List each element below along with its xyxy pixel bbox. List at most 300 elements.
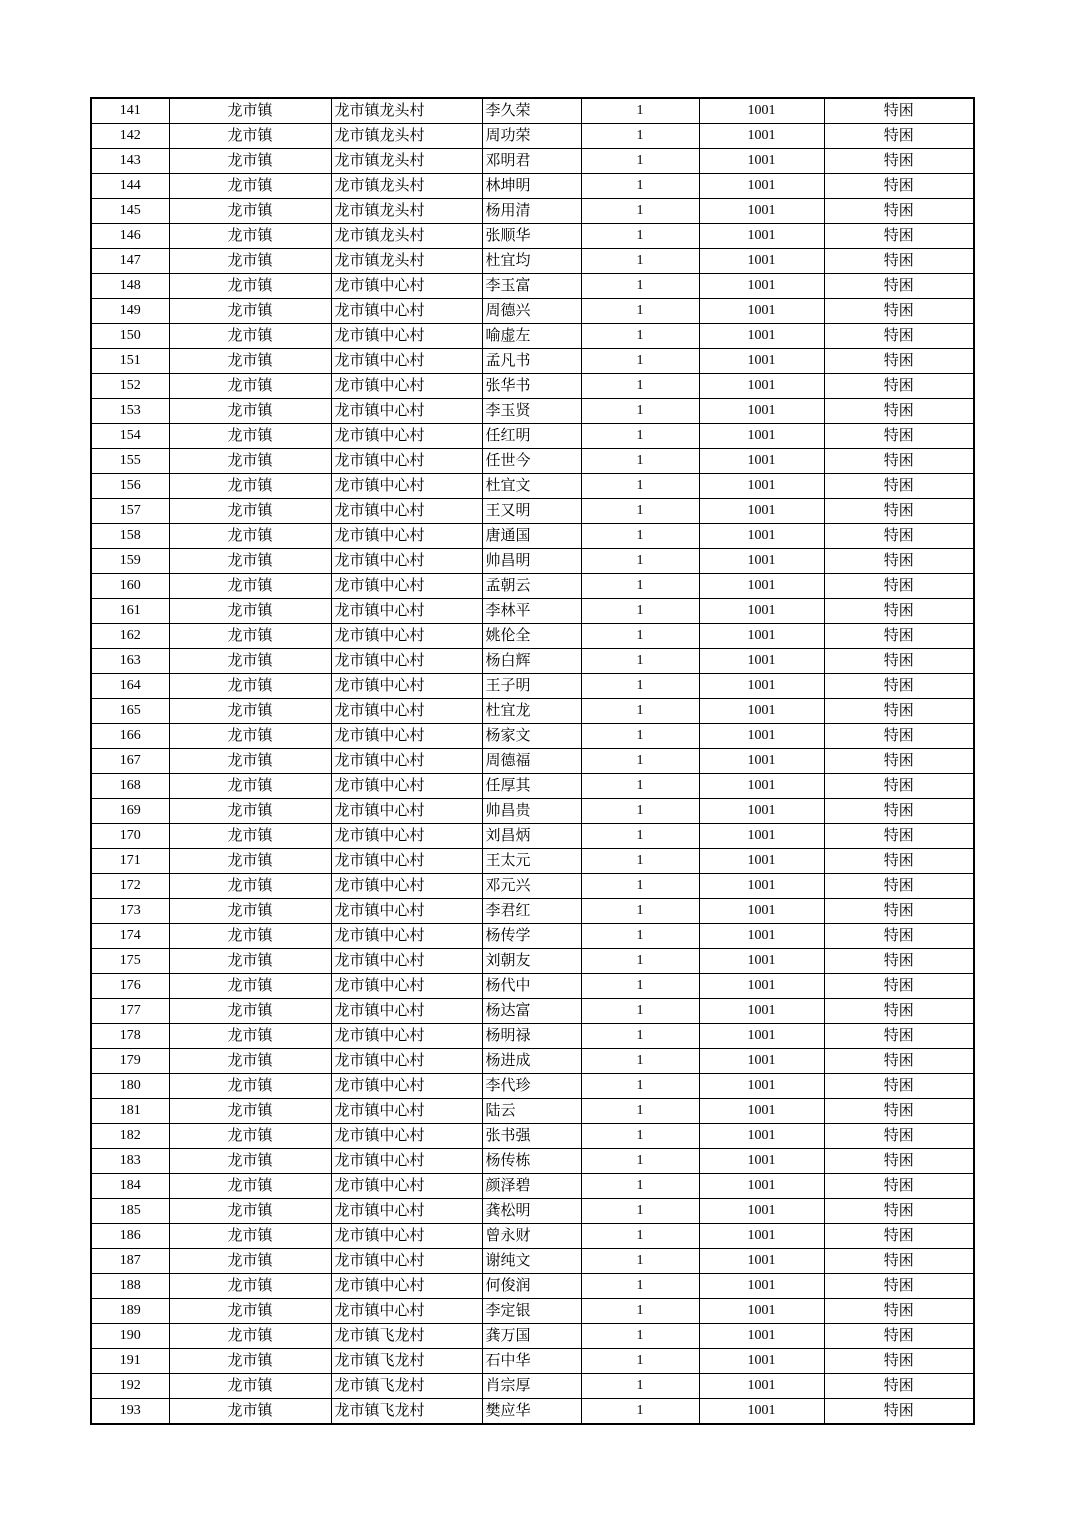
- count-cell: 1: [581, 799, 699, 824]
- row-number: 185: [91, 1199, 169, 1224]
- village-cell: 龙市镇中心村: [331, 1099, 482, 1124]
- village-cell: 龙市镇中心村: [331, 699, 482, 724]
- code-cell: 1001: [699, 424, 824, 449]
- code-cell: 1001: [699, 1299, 824, 1324]
- count-cell: 1: [581, 499, 699, 524]
- town-cell: 龙市镇: [169, 499, 331, 524]
- village-cell: 龙市镇中心村: [331, 1124, 482, 1149]
- village-cell: 龙市镇中心村: [331, 774, 482, 799]
- category-cell: 特困: [824, 574, 974, 599]
- row-number: 147: [91, 249, 169, 274]
- village-cell: 龙市镇飞龙村: [331, 1374, 482, 1399]
- name-cell: 任厚其: [482, 774, 581, 799]
- code-cell: 1001: [699, 499, 824, 524]
- village-cell: 龙市镇中心村: [331, 949, 482, 974]
- category-cell: 特困: [824, 774, 974, 799]
- category-cell: 特困: [824, 874, 974, 899]
- code-cell: 1001: [699, 1049, 824, 1074]
- category-cell: 特困: [824, 1374, 974, 1399]
- village-cell: 龙市镇中心村: [331, 399, 482, 424]
- category-cell: 特困: [824, 949, 974, 974]
- town-cell: 龙市镇: [169, 924, 331, 949]
- code-cell: 1001: [699, 924, 824, 949]
- village-cell: 龙市镇中心村: [331, 274, 482, 299]
- count-cell: 1: [581, 999, 699, 1024]
- town-cell: 龙市镇: [169, 999, 331, 1024]
- name-cell: 何俊润: [482, 1274, 581, 1299]
- code-cell: 1001: [699, 799, 824, 824]
- town-cell: 龙市镇: [169, 1199, 331, 1224]
- name-cell: 周德兴: [482, 299, 581, 324]
- code-cell: 1001: [699, 98, 824, 124]
- village-cell: 龙市镇中心村: [331, 1299, 482, 1324]
- category-cell: 特困: [824, 1324, 974, 1349]
- name-cell: 王又明: [482, 499, 581, 524]
- count-cell: 1: [581, 574, 699, 599]
- code-cell: 1001: [699, 249, 824, 274]
- town-cell: 龙市镇: [169, 424, 331, 449]
- town-cell: 龙市镇: [169, 1174, 331, 1199]
- table-row: [91, 1024, 974, 1049]
- name-cell: 李玉贤: [482, 399, 581, 424]
- town-cell: 龙市镇: [169, 374, 331, 399]
- table-row: [91, 599, 974, 624]
- code-cell: 1001: [699, 449, 824, 474]
- row-number: 162: [91, 624, 169, 649]
- category-cell: 特困: [824, 449, 974, 474]
- table-row: [91, 874, 974, 899]
- town-cell: 龙市镇: [169, 699, 331, 724]
- village-cell: 龙市镇中心村: [331, 349, 482, 374]
- name-cell: 曾永财: [482, 1224, 581, 1249]
- row-number: 159: [91, 549, 169, 574]
- village-cell: 龙市镇中心村: [331, 324, 482, 349]
- category-cell: 特困: [824, 1049, 974, 1074]
- village-cell: 龙市镇中心村: [331, 549, 482, 574]
- village-cell: 龙市镇龙头村: [331, 224, 482, 249]
- village-cell: 龙市镇中心村: [331, 849, 482, 874]
- row-number: 144: [91, 174, 169, 199]
- name-cell: 王太元: [482, 849, 581, 874]
- code-cell: 1001: [699, 574, 824, 599]
- name-cell: 邓元兴: [482, 874, 581, 899]
- town-cell: 龙市镇: [169, 724, 331, 749]
- name-cell: 李君红: [482, 899, 581, 924]
- village-cell: 龙市镇中心村: [331, 1049, 482, 1074]
- row-number: 142: [91, 124, 169, 149]
- village-cell: 龙市镇飞龙村: [331, 1399, 482, 1425]
- village-cell: 龙市镇中心村: [331, 299, 482, 324]
- name-cell: 杜宜均: [482, 249, 581, 274]
- category-cell: 特困: [824, 1399, 974, 1425]
- village-cell: 龙市镇飞龙村: [331, 1324, 482, 1349]
- row-number: 169: [91, 799, 169, 824]
- town-cell: 龙市镇: [169, 624, 331, 649]
- name-cell: 龚万国: [482, 1324, 581, 1349]
- row-number: 164: [91, 674, 169, 699]
- name-cell: 陆云: [482, 1099, 581, 1124]
- count-cell: 1: [581, 299, 699, 324]
- count-cell: 1: [581, 1024, 699, 1049]
- town-cell: 龙市镇: [169, 174, 331, 199]
- village-cell: 龙市镇中心村: [331, 449, 482, 474]
- town-cell: 龙市镇: [169, 524, 331, 549]
- code-cell: 1001: [699, 974, 824, 999]
- row-number: 163: [91, 649, 169, 674]
- code-cell: 1001: [699, 1124, 824, 1149]
- table-row: [91, 624, 974, 649]
- category-cell: 特困: [824, 999, 974, 1024]
- row-number: 171: [91, 849, 169, 874]
- table-row: [91, 674, 974, 699]
- name-cell: 杜宜文: [482, 474, 581, 499]
- table-row: [91, 124, 974, 149]
- category-cell: 特困: [824, 649, 974, 674]
- name-cell: 杨用清: [482, 199, 581, 224]
- row-number: 153: [91, 399, 169, 424]
- row-number: 141: [91, 98, 169, 124]
- village-cell: 龙市镇中心村: [331, 649, 482, 674]
- name-cell: 周功荣: [482, 124, 581, 149]
- village-cell: 龙市镇飞龙村: [331, 1349, 482, 1374]
- count-cell: 1: [581, 1149, 699, 1174]
- village-cell: 龙市镇中心村: [331, 499, 482, 524]
- code-cell: 1001: [699, 199, 824, 224]
- name-cell: 李代珍: [482, 1074, 581, 1099]
- table-row: [91, 1049, 974, 1074]
- village-cell: 龙市镇龙头村: [331, 98, 482, 124]
- table-row: [91, 1199, 974, 1224]
- count-cell: 1: [581, 1049, 699, 1074]
- name-cell: 杨家文: [482, 724, 581, 749]
- category-cell: 特困: [824, 849, 974, 874]
- table-row: [91, 1399, 974, 1425]
- row-number: 149: [91, 299, 169, 324]
- category-cell: 特困: [824, 324, 974, 349]
- name-cell: 杨明禄: [482, 1024, 581, 1049]
- category-cell: 特困: [824, 374, 974, 399]
- category-cell: 特困: [824, 624, 974, 649]
- category-cell: 特困: [824, 1024, 974, 1049]
- table-row: [91, 449, 974, 474]
- category-cell: 特困: [824, 249, 974, 274]
- count-cell: 1: [581, 824, 699, 849]
- table-row: [91, 224, 974, 249]
- town-cell: 龙市镇: [169, 1049, 331, 1074]
- name-cell: 张顺华: [482, 224, 581, 249]
- code-cell: 1001: [699, 674, 824, 699]
- town-cell: 龙市镇: [169, 1324, 331, 1349]
- town-cell: 龙市镇: [169, 1274, 331, 1299]
- name-cell: 林坤明: [482, 174, 581, 199]
- code-cell: 1001: [699, 724, 824, 749]
- table-row: [91, 774, 974, 799]
- village-cell: 龙市镇中心村: [331, 1249, 482, 1274]
- row-number: 170: [91, 824, 169, 849]
- village-cell: 龙市镇中心村: [331, 924, 482, 949]
- table-row: [91, 1324, 974, 1349]
- row-number: 152: [91, 374, 169, 399]
- category-cell: 特困: [824, 674, 974, 699]
- category-cell: 特困: [824, 724, 974, 749]
- town-cell: 龙市镇: [169, 674, 331, 699]
- code-cell: 1001: [699, 174, 824, 199]
- name-cell: 张书强: [482, 1124, 581, 1149]
- name-cell: 杨代中: [482, 974, 581, 999]
- count-cell: 1: [581, 124, 699, 149]
- table-row: [91, 824, 974, 849]
- name-cell: 石中华: [482, 1349, 581, 1374]
- category-cell: 特困: [824, 299, 974, 324]
- table-row: [91, 1374, 974, 1399]
- code-cell: 1001: [699, 1174, 824, 1199]
- name-cell: 刘朝友: [482, 949, 581, 974]
- table-row: [91, 1174, 974, 1199]
- name-cell: 杨进成: [482, 1049, 581, 1074]
- row-number: 168: [91, 774, 169, 799]
- name-cell: 杨传学: [482, 924, 581, 949]
- town-cell: 龙市镇: [169, 199, 331, 224]
- code-cell: 1001: [699, 1249, 824, 1274]
- table-row: [91, 149, 974, 174]
- name-cell: 刘昌炳: [482, 824, 581, 849]
- village-cell: 龙市镇中心村: [331, 674, 482, 699]
- category-cell: 特困: [824, 1199, 974, 1224]
- village-cell: 龙市镇中心村: [331, 874, 482, 899]
- count-cell: 1: [581, 98, 699, 124]
- code-cell: 1001: [699, 1224, 824, 1249]
- table-row: [91, 949, 974, 974]
- category-cell: 特困: [824, 124, 974, 149]
- code-cell: 1001: [699, 1074, 824, 1099]
- table-row: [91, 899, 974, 924]
- category-cell: 特困: [824, 424, 974, 449]
- count-cell: 1: [581, 699, 699, 724]
- code-cell: 1001: [699, 899, 824, 924]
- count-cell: 1: [581, 1299, 699, 1324]
- row-number: 161: [91, 599, 169, 624]
- count-cell: 1: [581, 974, 699, 999]
- count-cell: 1: [581, 1324, 699, 1349]
- row-number: 158: [91, 524, 169, 549]
- count-cell: 1: [581, 1074, 699, 1099]
- row-number: 143: [91, 149, 169, 174]
- count-cell: 1: [581, 1399, 699, 1425]
- table-row: [91, 1274, 974, 1299]
- table-row: [91, 274, 974, 299]
- village-cell: 龙市镇中心村: [331, 974, 482, 999]
- village-cell: 龙市镇中心村: [331, 574, 482, 599]
- name-cell: 李定银: [482, 1299, 581, 1324]
- code-cell: 1001: [699, 374, 824, 399]
- town-cell: 龙市镇: [169, 824, 331, 849]
- category-cell: 特困: [824, 1149, 974, 1174]
- category-cell: 特困: [824, 1074, 974, 1099]
- row-number: 190: [91, 1324, 169, 1349]
- village-cell: 龙市镇中心村: [331, 1149, 482, 1174]
- row-number: 151: [91, 349, 169, 374]
- table-row: [91, 1099, 974, 1124]
- town-cell: 龙市镇: [169, 324, 331, 349]
- village-cell: 龙市镇龙头村: [331, 124, 482, 149]
- count-cell: 1: [581, 224, 699, 249]
- code-cell: 1001: [699, 1099, 824, 1124]
- row-number: 150: [91, 324, 169, 349]
- category-cell: 特困: [824, 1349, 974, 1374]
- code-cell: 1001: [699, 849, 824, 874]
- count-cell: 1: [581, 599, 699, 624]
- roster-table-body: [91, 98, 974, 1424]
- row-number: 148: [91, 274, 169, 299]
- row-number: 166: [91, 724, 169, 749]
- count-cell: 1: [581, 749, 699, 774]
- table-row: [91, 549, 974, 574]
- row-number: 181: [91, 1099, 169, 1124]
- table-row: [91, 524, 974, 549]
- count-cell: 1: [581, 524, 699, 549]
- name-cell: 李玉富: [482, 274, 581, 299]
- count-cell: 1: [581, 724, 699, 749]
- count-cell: 1: [581, 399, 699, 424]
- village-cell: 龙市镇中心村: [331, 1199, 482, 1224]
- town-cell: 龙市镇: [169, 649, 331, 674]
- town-cell: 龙市镇: [169, 449, 331, 474]
- category-cell: 特困: [824, 1124, 974, 1149]
- count-cell: 1: [581, 1199, 699, 1224]
- town-cell: 龙市镇: [169, 474, 331, 499]
- village-cell: 龙市镇龙头村: [331, 199, 482, 224]
- town-cell: 龙市镇: [169, 299, 331, 324]
- row-number: 145: [91, 199, 169, 224]
- town-cell: 龙市镇: [169, 1074, 331, 1099]
- name-cell: 张华书: [482, 374, 581, 399]
- town-cell: 龙市镇: [169, 1374, 331, 1399]
- code-cell: 1001: [699, 1024, 824, 1049]
- name-cell: 肖宗厚: [482, 1374, 581, 1399]
- table-row: [91, 249, 974, 274]
- table-row: [91, 349, 974, 374]
- category-cell: 特困: [824, 98, 974, 124]
- category-cell: 特困: [824, 899, 974, 924]
- code-cell: 1001: [699, 299, 824, 324]
- code-cell: 1001: [699, 149, 824, 174]
- village-cell: 龙市镇龙头村: [331, 249, 482, 274]
- code-cell: 1001: [699, 999, 824, 1024]
- town-cell: 龙市镇: [169, 98, 331, 124]
- row-number: 173: [91, 899, 169, 924]
- count-cell: 1: [581, 424, 699, 449]
- table-row: [91, 849, 974, 874]
- row-number: 187: [91, 1249, 169, 1274]
- table-row: [91, 974, 974, 999]
- category-cell: 特困: [824, 349, 974, 374]
- village-cell: 龙市镇中心村: [331, 624, 482, 649]
- name-cell: 邓明君: [482, 149, 581, 174]
- count-cell: 1: [581, 199, 699, 224]
- town-cell: 龙市镇: [169, 274, 331, 299]
- code-cell: 1001: [699, 699, 824, 724]
- town-cell: 龙市镇: [169, 899, 331, 924]
- town-cell: 龙市镇: [169, 1224, 331, 1249]
- town-cell: 龙市镇: [169, 124, 331, 149]
- name-cell: 孟凡书: [482, 349, 581, 374]
- town-cell: 龙市镇: [169, 399, 331, 424]
- count-cell: 1: [581, 874, 699, 899]
- row-number: 184: [91, 1174, 169, 1199]
- category-cell: 特困: [824, 474, 974, 499]
- table-row: [91, 424, 974, 449]
- category-cell: 特困: [824, 599, 974, 624]
- table-row: [91, 649, 974, 674]
- count-cell: 1: [581, 1124, 699, 1149]
- count-cell: 1: [581, 474, 699, 499]
- town-cell: 龙市镇: [169, 1349, 331, 1374]
- category-cell: 特困: [824, 974, 974, 999]
- row-number: 180: [91, 1074, 169, 1099]
- code-cell: 1001: [699, 549, 824, 574]
- village-cell: 龙市镇中心村: [331, 899, 482, 924]
- row-number: 183: [91, 1149, 169, 1174]
- town-cell: 龙市镇: [169, 799, 331, 824]
- table-row: [91, 1074, 974, 1099]
- category-cell: 特困: [824, 549, 974, 574]
- town-cell: 龙市镇: [169, 1024, 331, 1049]
- category-cell: 特困: [824, 1224, 974, 1249]
- row-number: 188: [91, 1274, 169, 1299]
- row-number: 156: [91, 474, 169, 499]
- code-cell: 1001: [699, 324, 824, 349]
- town-cell: 龙市镇: [169, 149, 331, 174]
- table-row: [91, 1224, 974, 1249]
- code-cell: 1001: [699, 1349, 824, 1374]
- count-cell: 1: [581, 249, 699, 274]
- town-cell: 龙市镇: [169, 1249, 331, 1274]
- row-number: 160: [91, 574, 169, 599]
- village-cell: 龙市镇中心村: [331, 724, 482, 749]
- count-cell: 1: [581, 1224, 699, 1249]
- name-cell: 任世今: [482, 449, 581, 474]
- table-row: [91, 1124, 974, 1149]
- count-cell: 1: [581, 924, 699, 949]
- roster-table: [90, 97, 975, 1425]
- category-cell: 特困: [824, 1249, 974, 1274]
- village-cell: 龙市镇中心村: [331, 524, 482, 549]
- row-number: 189: [91, 1299, 169, 1324]
- village-cell: 龙市镇中心村: [331, 424, 482, 449]
- code-cell: 1001: [699, 649, 824, 674]
- table-row: [91, 699, 974, 724]
- village-cell: 龙市镇中心村: [331, 1024, 482, 1049]
- table-row: [91, 374, 974, 399]
- count-cell: 1: [581, 624, 699, 649]
- row-number: 155: [91, 449, 169, 474]
- name-cell: 孟朝云: [482, 574, 581, 599]
- code-cell: 1001: [699, 124, 824, 149]
- category-cell: 特困: [824, 824, 974, 849]
- row-number: 179: [91, 1049, 169, 1074]
- category-cell: 特困: [824, 1274, 974, 1299]
- name-cell: 杨达富: [482, 999, 581, 1024]
- row-number: 154: [91, 424, 169, 449]
- row-number: 157: [91, 499, 169, 524]
- name-cell: 杨白辉: [482, 649, 581, 674]
- count-cell: 1: [581, 949, 699, 974]
- table-row: [91, 324, 974, 349]
- name-cell: 喻虚左: [482, 324, 581, 349]
- category-cell: 特困: [824, 524, 974, 549]
- category-cell: 特困: [824, 749, 974, 774]
- category-cell: 特困: [824, 224, 974, 249]
